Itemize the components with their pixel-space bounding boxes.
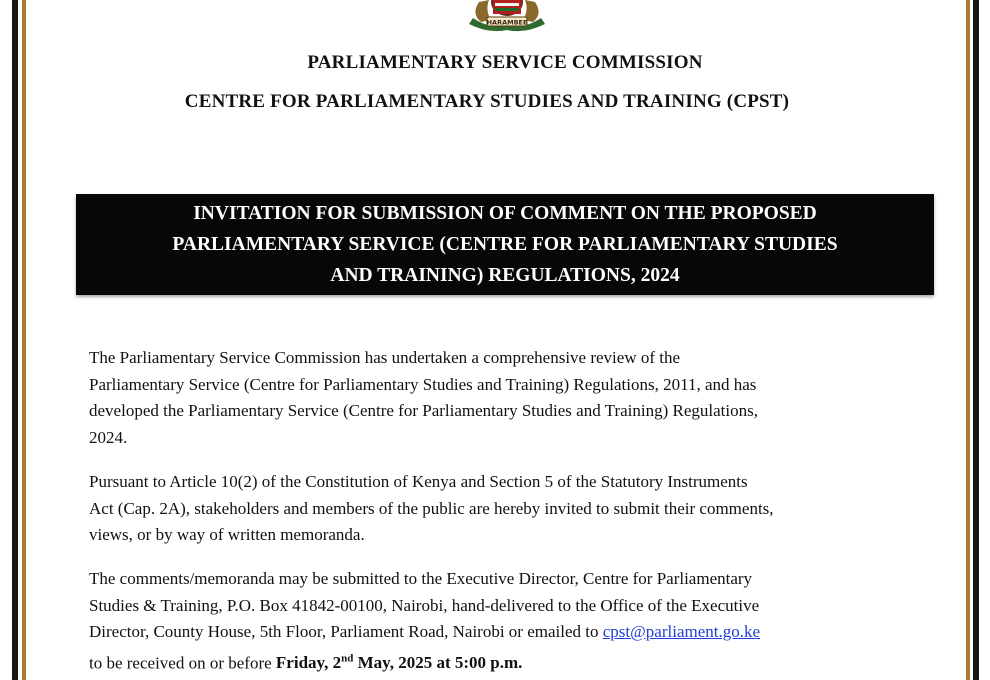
deadline-ordinal: nd [341, 652, 354, 665]
paragraph-text: Director, County House, 5th Floor, Parliament Road, Nairobi or emailed to [89, 622, 599, 641]
banner-line: INVITATION FOR SUBMISSION OF COMMENT ON THE PROPOSED [193, 203, 817, 224]
organization-title: PARLIAMENTARY SERVICE COMMISSION [307, 52, 703, 73]
paragraph-line: The comments/memoranda may be submitted to the Executive Director, Centre for Parliamentary [89, 569, 753, 588]
email-link[interactable]: cpst@parliament.go.ke [602, 622, 761, 641]
centre-title: CENTRE FOR PARLIAMENTARY STUDIES AND TRAINING (CPST) [184, 91, 790, 112]
paragraph-line: Parliamentary Service (Centre for Parliamentary Studies and Training) Regulations, 2011, and has [89, 374, 757, 394]
paragraph-line: Pursuant to Article 10(2) of the Constitution of Kenya and Section 5 of the Statutory Instruments [89, 472, 748, 491]
paragraph-line [89, 619, 934, 646]
paragraph-line: The Parliamentary Service Commission has undertaken a comprehensive review of the [89, 348, 681, 367]
crest-motto: HARAMBEE [486, 18, 528, 27]
notice-banner [76, 194, 934, 295]
deadline-rest: May, 2025 at 5:00 p.m. [353, 653, 523, 673]
deadline-day: Friday, 2 [275, 653, 342, 673]
paragraph-text: to be received on or before [89, 653, 272, 673]
paragraph-invitation [89, 469, 934, 549]
paragraph-submission [89, 566, 934, 677]
coat-of-arms-icon [441, 0, 573, 32]
paragraph-line [89, 646, 934, 677]
paragraph-line: views, or by way of written memoranda. [89, 525, 365, 544]
deadline-date [276, 653, 522, 672]
paragraph-line: Studies & Training, P.O. Box 41842-00100, Nairobi, hand-delivered to the Office of the Executive [89, 595, 760, 615]
paragraph-line: 2024. [89, 427, 128, 447]
paragraph-line: Act (Cap. 2A), stakeholders and members of the public are hereby invited to submit their comments, [89, 498, 774, 518]
paragraph-review [89, 345, 934, 451]
banner-line: AND TRAINING) REGULATIONS, 2024 [330, 265, 680, 286]
paragraph-line: developed the Parliamentary Service (Centre for Parliamentary Studies and Training) Regulations, [89, 401, 758, 420]
banner-line: PARLIAMENTARY SERVICE (CENTRE FOR PARLIAMENTARY STUDIES [172, 234, 838, 255]
